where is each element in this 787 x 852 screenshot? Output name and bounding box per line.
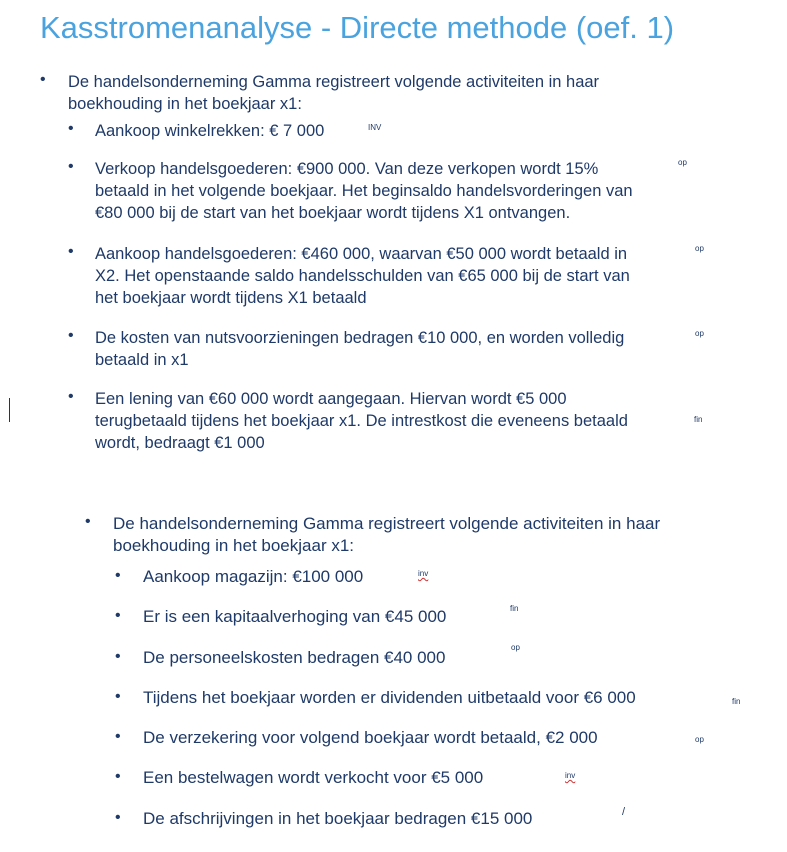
bullet-l2: • — [115, 688, 121, 705]
bullet-l2: • — [115, 567, 121, 584]
page-title: Kasstromenanalyse - Directe methode (oef. 1) — [40, 10, 675, 45]
category-tag: inv — [565, 771, 576, 780]
bullet-l2: • — [115, 648, 121, 665]
section2-item-1: Aankoop magazijn: €100 000 — [143, 567, 364, 586]
category-tag: op — [695, 329, 704, 338]
bullet-l2: • — [68, 388, 74, 405]
section1-intro — [68, 71, 599, 115]
section2-item-2: Er is een kapitaalverhoging van €45 000 — [143, 607, 447, 626]
category-tag: fin — [732, 697, 741, 706]
section2-item-7: De afschrijvingen in het boekjaar bedragen €15 000 — [143, 809, 533, 828]
section1-intro-line: De handelsonderneming Gamma registreert volgende activiteiten in haar — [68, 73, 600, 91]
bullet-l2: • — [68, 243, 74, 260]
section2-item-3: De personeelskosten bedragen €40 000 — [143, 648, 446, 667]
section1-item-3: Aankoop handelsgoederen: €460 000, waarvan €50 000 wordt betaald in X2. Het openstaande saldo handelsschulden van €65 000 bij de start van het boekjaar wordt tijdens X1 betaald — [95, 245, 630, 307]
bullet-l2: • — [115, 728, 121, 745]
section2-item-4: Tijdens het boekjaar worden er dividenden uitbetaald voor €6 000 — [143, 688, 636, 707]
bullet-l2: • — [68, 120, 74, 137]
bullet-l2: • — [115, 607, 121, 624]
section2-item-6: Een bestelwagen wordt verkocht voor €5 000 — [143, 768, 484, 787]
bullet-l2: • — [115, 768, 121, 785]
category-tag: fin — [694, 415, 703, 424]
section1-item-1: Aankoop winkelrekken: € 7 000 — [95, 122, 325, 140]
section2-intro-line: boekhouding in het boekjaar x1: — [113, 536, 355, 555]
category-tag: op — [695, 244, 704, 253]
bullet-l2: • — [115, 809, 121, 826]
section1-item-5: Een lening van €60 000 wordt aangegaan. Hiervan wordt €5 000 terugbetaald tijdens het boekjaar x1. De intrestkost die eveneens betaald wordt, bedraagt €1 000 — [95, 390, 628, 452]
category-tag: / — [622, 806, 626, 818]
bullet-l1: • — [40, 71, 46, 88]
category-tag: op — [678, 158, 687, 167]
section2-intro — [113, 513, 660, 557]
category-tag: op — [695, 735, 704, 744]
text-cursor — [9, 398, 10, 422]
category-tag: INV — [368, 123, 382, 132]
bullet-l1: • — [85, 513, 91, 530]
category-tag: fin — [510, 604, 519, 613]
bullet-l2: • — [68, 158, 74, 175]
section1-item-4: De kosten van nutsvoorzieningen bedragen €10 000, en worden volledig betaald in x1 — [95, 329, 625, 369]
bullet-l2: • — [68, 327, 74, 344]
section1-intro-line: boekhouding in het boekjaar x1: — [68, 95, 302, 113]
category-tag: inv — [418, 569, 429, 578]
section2-item-5: De verzekering voor volgend boekjaar wordt betaald, €2 000 — [143, 728, 598, 747]
section1-item-2: Verkoop handelsgoederen: €900 000. Van deze verkopen wordt 15% betaald in het volgende boekjaar. Het beginsaldo handelsvorderingen van €80 000 bij de start van het boekjaar wordt tijdens X1 ontvangen. — [95, 160, 633, 222]
category-tag: op — [511, 643, 520, 652]
section2-intro-line: De handelsonderneming Gamma registreert volgende activiteiten in haar — [113, 514, 661, 533]
